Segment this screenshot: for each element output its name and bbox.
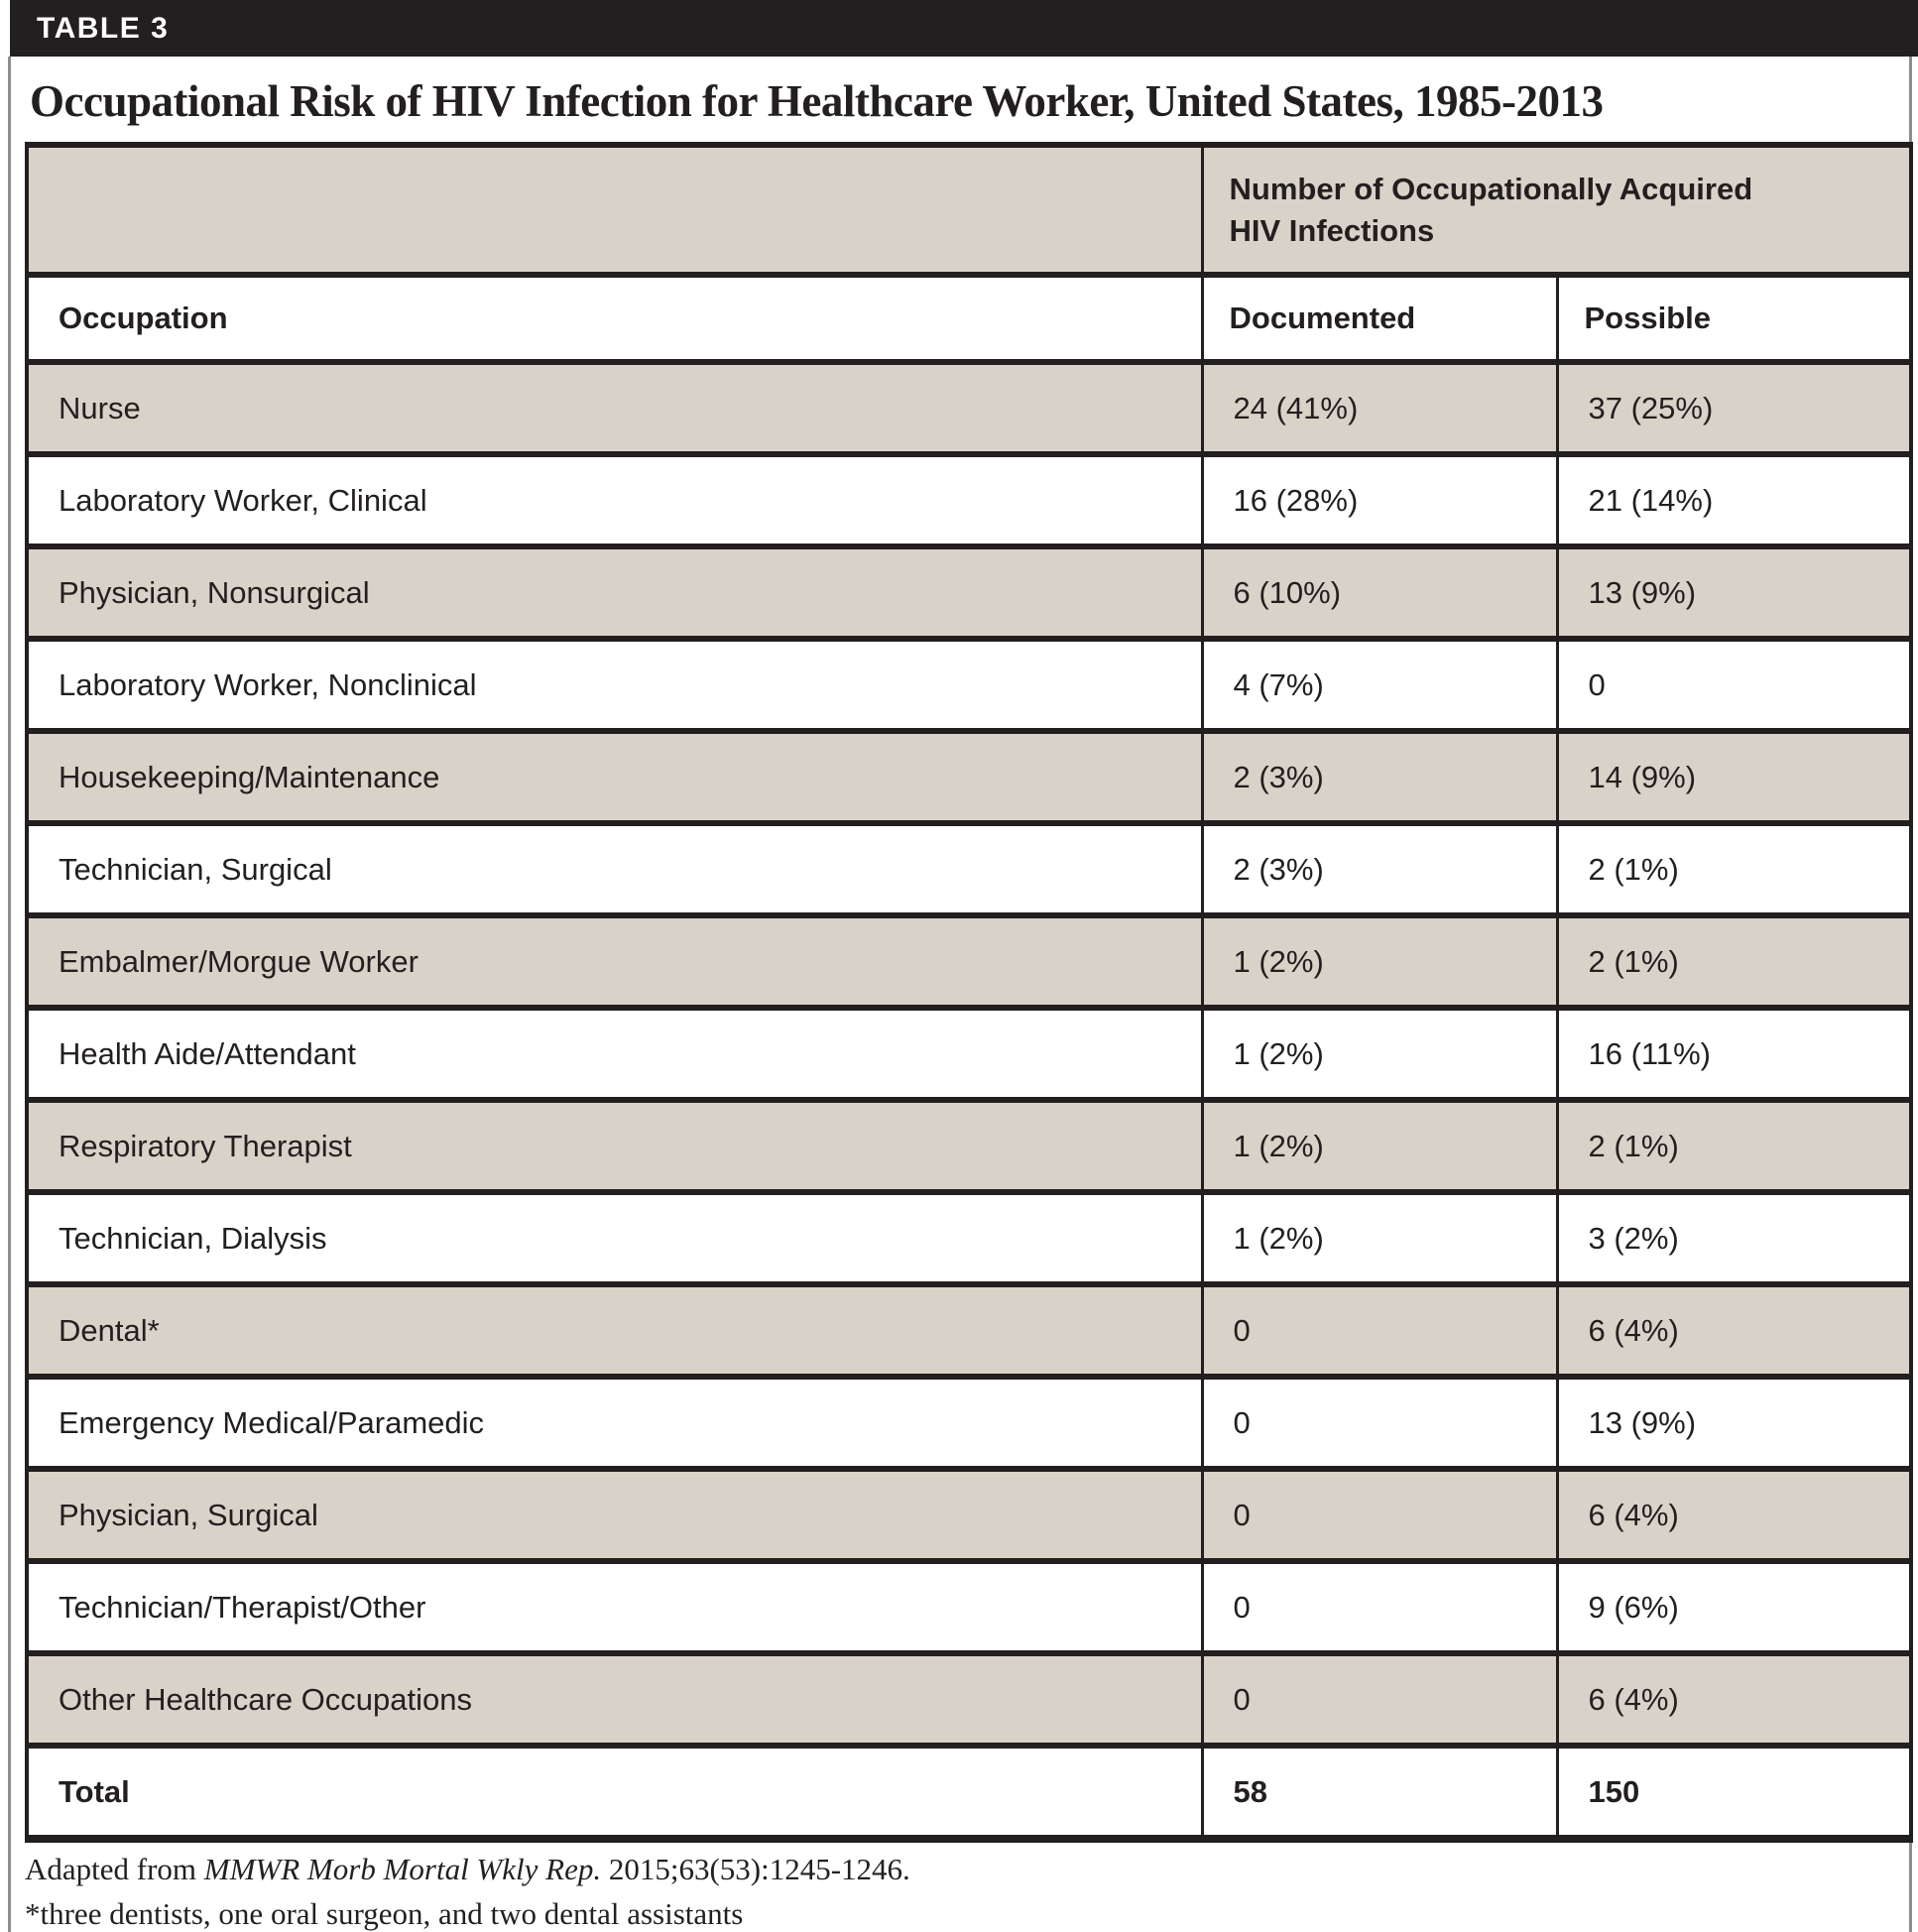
- occupation-cell: Laboratory Worker, Nonclinical: [27, 639, 1202, 731]
- journal-name: MMWR Morb Mortal Wkly Rep.: [203, 1852, 602, 1886]
- occupation-cell: Emergency Medical/Paramedic: [27, 1377, 1202, 1469]
- table-tag: TABLE 3: [37, 11, 170, 45]
- possible-cell: 0: [1557, 639, 1911, 731]
- table-row: [27, 1100, 1911, 1192]
- possible-cell: 2 (1%): [1557, 915, 1911, 1008]
- table-row: [27, 823, 1911, 915]
- occupation-cell: Technician, Surgical: [27, 823, 1202, 915]
- page-column-rule-left: [8, 57, 11, 1932]
- possible-cell: 16 (11%): [1557, 1008, 1911, 1100]
- possible-cell: 2 (1%): [1557, 823, 1911, 915]
- table-row: [27, 1469, 1911, 1561]
- possible-cell: 6 (4%): [1557, 1653, 1911, 1746]
- table-row: [27, 731, 1911, 823]
- occupation-cell: Nurse: [27, 362, 1202, 454]
- asterisk-note: *three dentists, one oral surgeon, and two dental assistants: [25, 1895, 744, 1931]
- documented-cell: 0: [1202, 1469, 1557, 1561]
- data-table: [25, 142, 1913, 1843]
- possible-cell: 14 (9%): [1557, 731, 1911, 823]
- col-header-possible: Possible: [1557, 275, 1911, 362]
- table-tag-bar: [10, 0, 1918, 57]
- total-possible-cell: 150: [1557, 1746, 1911, 1839]
- occupation-cell: Physician, Nonsurgical: [27, 546, 1202, 639]
- table-row: [27, 1377, 1911, 1469]
- documented-cell: 4 (7%): [1202, 639, 1557, 731]
- possible-cell: 13 (9%): [1557, 546, 1911, 639]
- documented-cell: 1 (2%): [1202, 915, 1557, 1008]
- documented-cell: 2 (3%): [1202, 731, 1557, 823]
- occupation-cell: Physician, Surgical: [27, 1469, 1202, 1561]
- documented-cell: 1 (2%): [1202, 1008, 1557, 1100]
- table-row: [27, 362, 1911, 454]
- source-note: [25, 1851, 910, 1889]
- column-header-row: [27, 275, 1911, 362]
- possible-cell: 6 (4%): [1557, 1284, 1911, 1377]
- table-title: Occupational Risk of HIV Infection for Healthcare Worker, United States, 1985-2013: [30, 76, 1604, 126]
- documented-cell: 1 (2%): [1202, 1192, 1557, 1284]
- documented-cell: 0: [1202, 1561, 1557, 1653]
- table-row: [27, 454, 1911, 546]
- table-row: [27, 639, 1911, 731]
- occupation-cell: Embalmer/Morgue Worker: [27, 915, 1202, 1008]
- possible-cell: 6 (4%): [1557, 1469, 1911, 1561]
- documented-cell: 0: [1202, 1284, 1557, 1377]
- occupation-cell: Health Aide/Attendant: [27, 1008, 1202, 1100]
- occupation-cell: Laboratory Worker, Clinical: [27, 454, 1202, 546]
- col-header-occupation: Occupation: [27, 275, 1202, 362]
- possible-cell: 21 (14%): [1557, 454, 1911, 546]
- documented-cell: 6 (10%): [1202, 546, 1557, 639]
- occupation-cell: Housekeeping/Maintenance: [27, 731, 1202, 823]
- table-row: [27, 915, 1911, 1008]
- empty-corner-cell: [27, 145, 1202, 275]
- footnotes: [25, 1851, 910, 1932]
- table-row: [27, 546, 1911, 639]
- possible-cell: 9 (6%): [1557, 1561, 1911, 1653]
- total-documented-cell: 58: [1202, 1746, 1557, 1839]
- table-row: [27, 1284, 1911, 1377]
- source-note-prefix: Adapted from: [25, 1852, 204, 1886]
- documented-cell: 1 (2%): [1202, 1100, 1557, 1192]
- possible-cell: 3 (2%): [1557, 1192, 1911, 1284]
- table-row: [27, 1653, 1911, 1746]
- group-header-row: [27, 145, 1911, 275]
- documented-cell: 0: [1202, 1653, 1557, 1746]
- occupation-cell: Dental*: [27, 1284, 1202, 1377]
- table-row: [27, 1561, 1911, 1653]
- possible-cell: 13 (9%): [1557, 1377, 1911, 1469]
- table-row: [27, 1192, 1911, 1284]
- possible-cell: 2 (1%): [1557, 1100, 1911, 1192]
- group-header: Number of Occupationally Acquired HIV Infections: [1202, 145, 1911, 275]
- documented-cell: 16 (28%): [1202, 454, 1557, 546]
- total-label: Total: [27, 1746, 1202, 1839]
- documented-cell: 0: [1202, 1377, 1557, 1469]
- occupation-cell: Other Healthcare Occupations: [27, 1653, 1202, 1746]
- documented-cell: 2 (3%): [1202, 823, 1557, 915]
- total-row: [27, 1746, 1911, 1839]
- documented-cell: 24 (41%): [1202, 362, 1557, 454]
- table-row: [27, 1008, 1911, 1100]
- occupation-cell: Respiratory Therapist: [27, 1100, 1202, 1192]
- occupation-cell: Technician/Therapist/Other: [27, 1561, 1202, 1653]
- source-note-suffix: 2015;63(53):1245-1246.: [601, 1852, 910, 1886]
- occupation-cell: Technician, Dialysis: [27, 1192, 1202, 1284]
- possible-cell: 37 (25%): [1557, 362, 1911, 454]
- col-header-documented: Documented: [1202, 275, 1557, 362]
